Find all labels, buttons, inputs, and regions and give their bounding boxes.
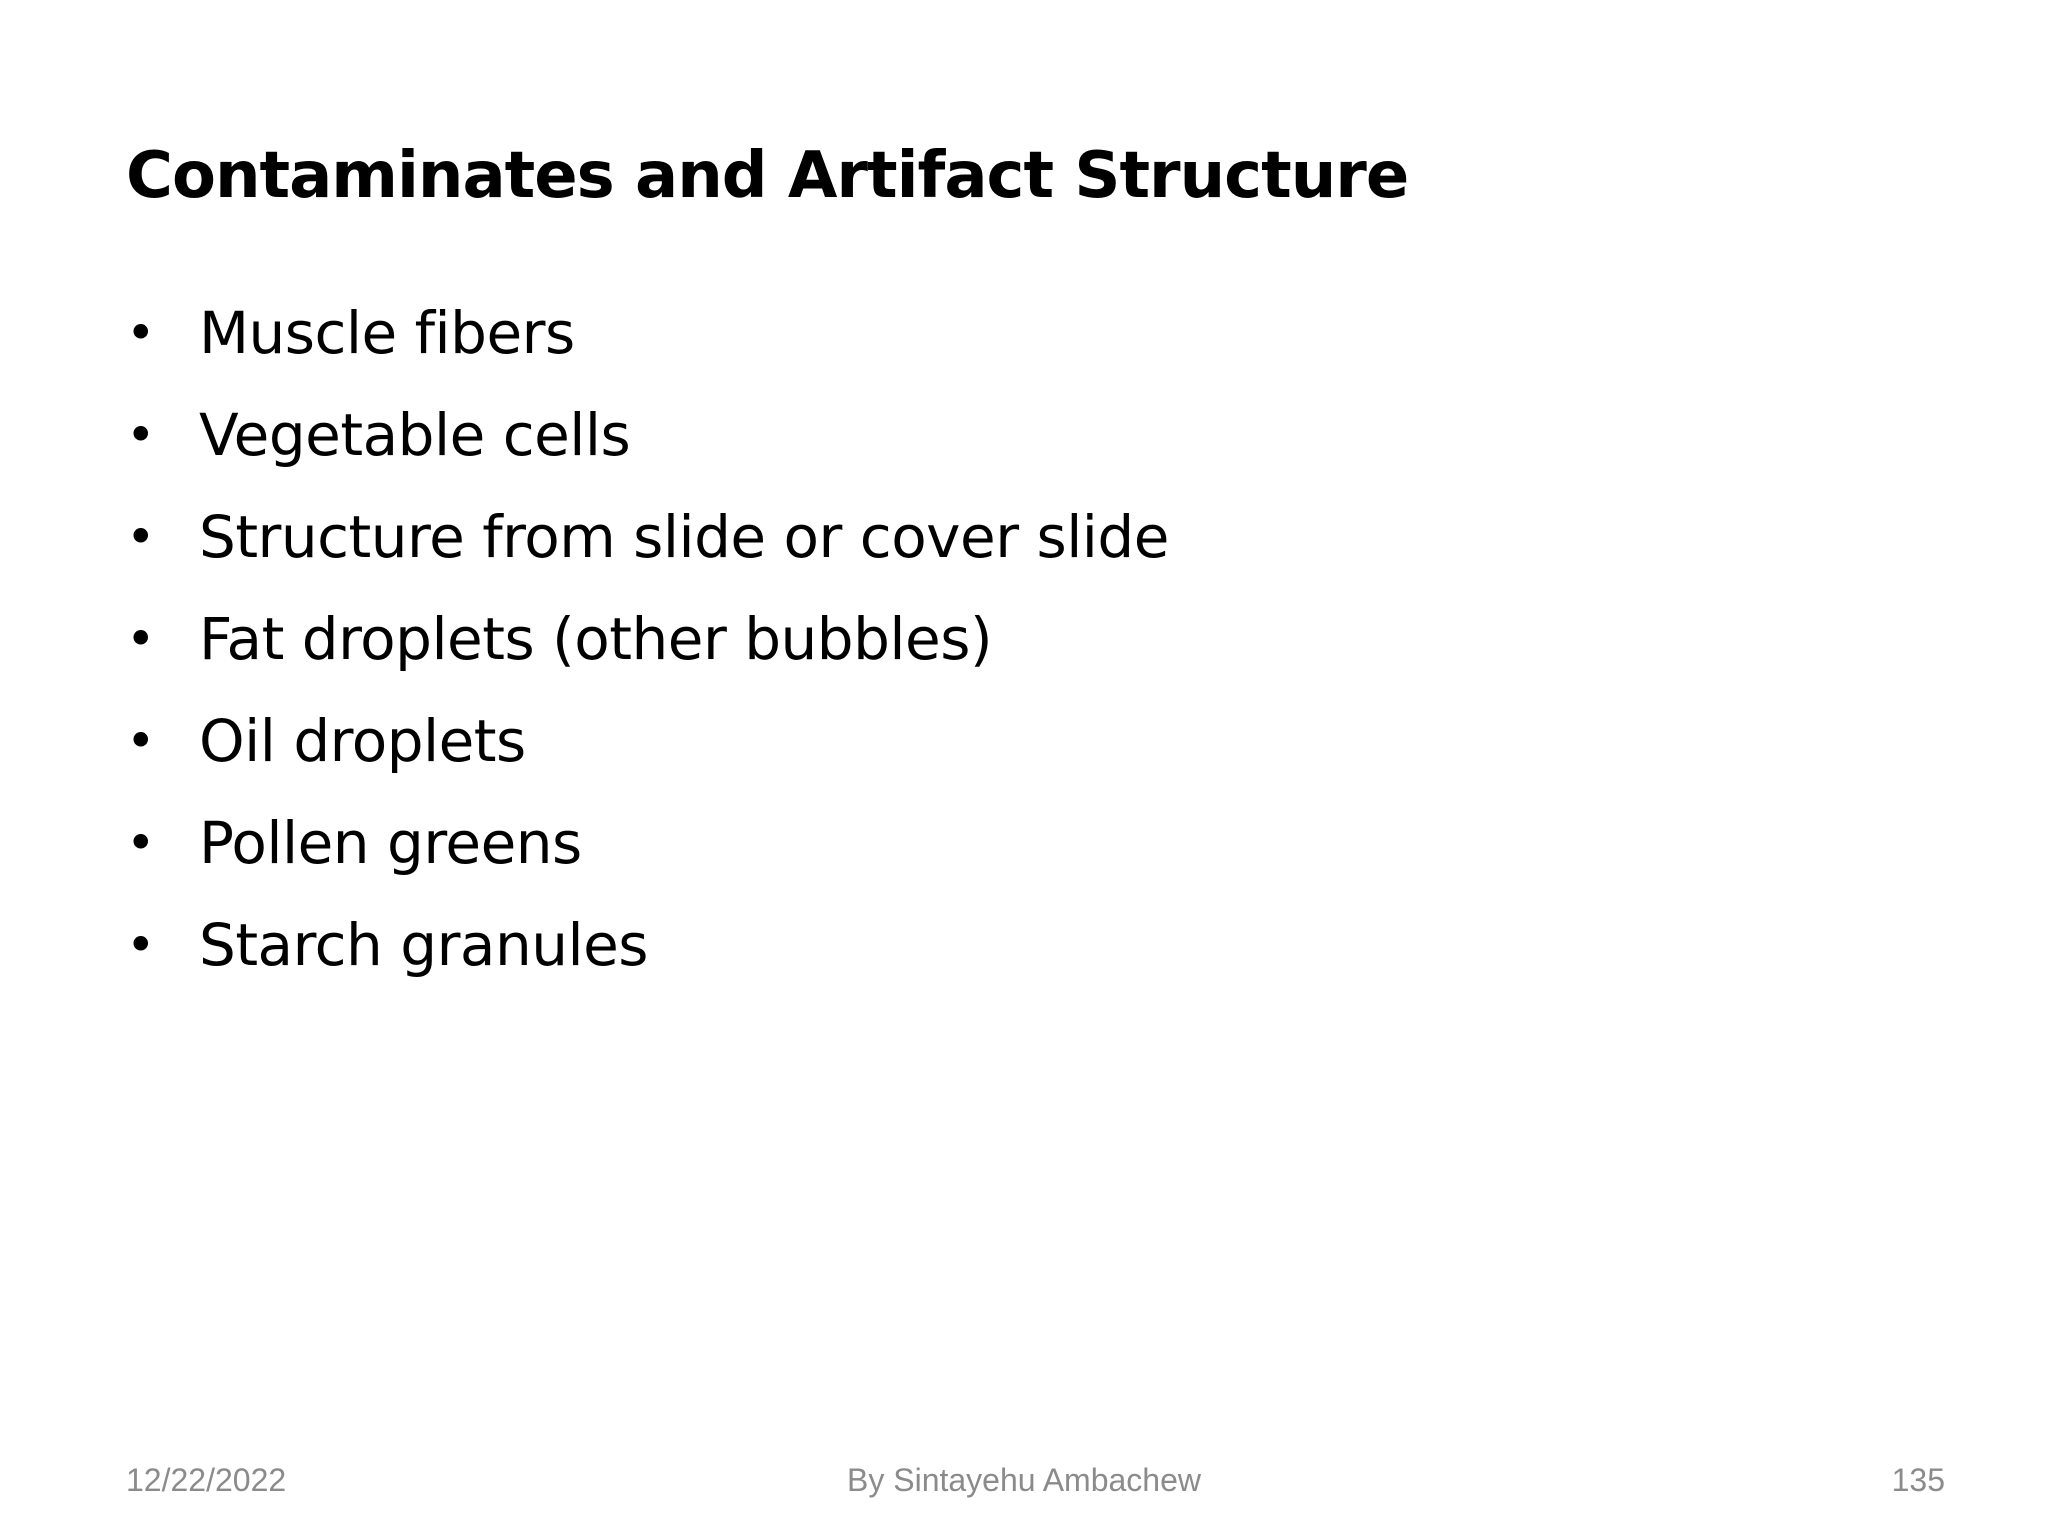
bullet-text: Pollen greens — [199, 809, 582, 877]
bullet-icon: • — [126, 610, 156, 668]
bullet-text: Vegetable cells — [199, 401, 631, 469]
slide-title: Contaminates and Artifact Structure — [126, 139, 1409, 213]
bullet-text: Fat droplets (other bubbles) — [199, 605, 993, 673]
footer-page-number: 135 — [1891, 1462, 1945, 1498]
bullet-icon: • — [126, 712, 156, 770]
bullet-icon: • — [126, 508, 156, 566]
bullet-text: Starch granules — [199, 911, 648, 979]
bullet-text: Structure from slide or cover slide — [199, 503, 1169, 571]
bullet-text: Muscle fibers — [199, 299, 575, 367]
footer-author: By Sintayehu Ambachew — [847, 1462, 1201, 1498]
bullet-icon: • — [126, 916, 156, 974]
bullet-icon: • — [126, 814, 156, 872]
bullet-icon: • — [126, 304, 156, 362]
footer-date: 12/22/2022 — [126, 1462, 287, 1498]
bullet-icon: • — [126, 406, 156, 464]
bullet-text: Oil droplets — [199, 707, 526, 775]
